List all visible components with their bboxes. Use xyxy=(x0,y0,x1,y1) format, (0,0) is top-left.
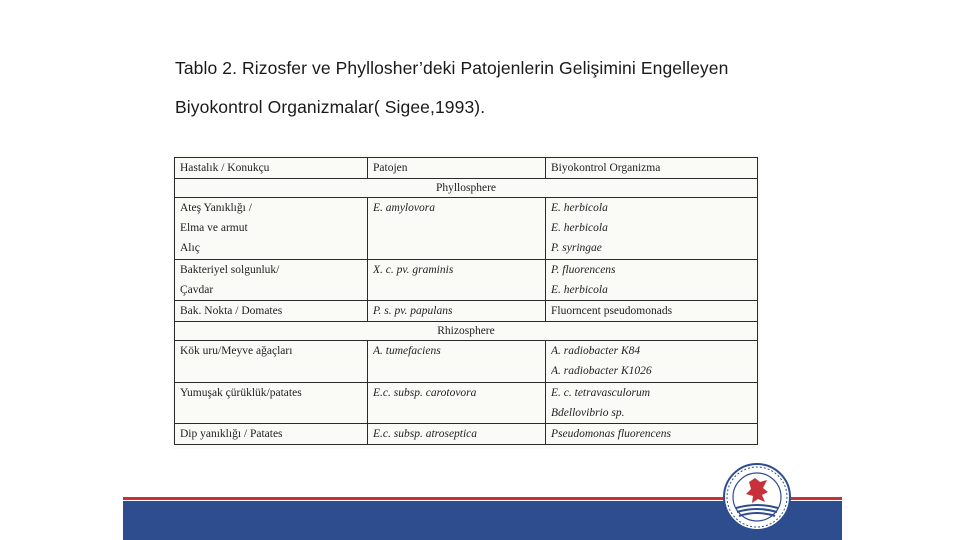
section-title: Rhizosphere xyxy=(437,325,495,338)
table-row xyxy=(175,382,758,423)
biocontrol-cell-line: A. radiobacter K84 xyxy=(551,345,641,358)
table-row xyxy=(175,300,758,321)
table-row xyxy=(175,341,758,382)
host-cell xyxy=(175,423,368,444)
header-pathogen-label: Patojen xyxy=(373,162,408,174)
biocontrol-cell-line: P. syringae xyxy=(551,242,602,255)
biocontrol-cell-line: E. c. tetravasculorum xyxy=(551,386,651,399)
biocontrol-cell xyxy=(546,423,758,444)
host-cell-line: Kök uru/Meyve ağaçları xyxy=(180,345,293,358)
pathogen-cell xyxy=(368,259,546,300)
host-cell-line: Dip yanıklığı / Patates xyxy=(180,427,283,440)
header-host xyxy=(175,158,368,179)
biocontrol-cell-line: E. herbicola xyxy=(551,202,608,214)
header-biocontrol-label: Biyokontrol Organizma xyxy=(551,162,661,174)
section-row xyxy=(175,322,758,341)
pathogen-cell xyxy=(368,198,546,260)
host-cell-line: Yumuşak çürüklük/patates xyxy=(180,386,302,399)
pathogen-cell-line: P. s. pv. papulans xyxy=(373,304,453,317)
header-pathogen xyxy=(368,158,546,179)
biocontrol-cell xyxy=(546,382,758,423)
host-cell xyxy=(175,382,368,423)
host-cell-line: Bakteriyel solgunluk/ xyxy=(180,263,280,276)
biocontrol-cell-line: E. herbicola xyxy=(551,283,608,296)
table-caption-line-2: Biyokontrol Organizmalar( Sigee,1993). xyxy=(175,97,486,117)
pathogen-cell xyxy=(368,423,546,444)
university-seal-icon xyxy=(722,462,792,532)
host-cell-line: Elma ve armut xyxy=(180,222,248,235)
host-cell xyxy=(175,300,368,321)
biocontrol-cell-line: A. radiobacter K1026 xyxy=(551,365,652,378)
host-cell-line: Bak. Nokta / Domates xyxy=(180,304,283,317)
pathogen-cell-line: A. tumefaciens xyxy=(373,345,441,358)
section-title: Phyllosphere xyxy=(435,182,497,194)
biocontrol-cell-line: P. fluorencens xyxy=(551,263,616,276)
biocontrol-cell xyxy=(546,198,758,260)
biocontrol-table xyxy=(174,157,758,445)
biocontrol-cell xyxy=(546,259,758,300)
host-cell xyxy=(175,341,368,382)
biocontrol-cell-line: Pseudomonas fluorencens xyxy=(551,427,671,440)
host-cell-line: Alıç xyxy=(180,242,200,255)
table-header-row xyxy=(175,158,758,179)
biocontrol-cell xyxy=(546,341,758,382)
biocontrol-cell-line: Fluorncent pseudomonads xyxy=(551,304,673,317)
host-cell-line: Ateş Yanıklığı / xyxy=(180,202,252,214)
host-cell-line: Çavdar xyxy=(180,283,214,296)
pathogen-cell xyxy=(368,341,546,382)
section-title-cell xyxy=(175,322,758,341)
pathogen-cell-line: E. amylovora xyxy=(373,202,435,214)
pathogen-cell-line: E.c. subsp. atroseptica xyxy=(373,427,478,440)
header-host-label: Hastalık / Konukçu xyxy=(180,162,270,174)
pathogen-cell-line: X. c. pv. graminis xyxy=(373,263,454,276)
pathogen-cell-line: E.c. subsp. carotovora xyxy=(373,386,477,399)
section-title-cell xyxy=(175,179,758,198)
biocontrol-cell xyxy=(546,300,758,321)
table-row xyxy=(175,423,758,444)
host-cell xyxy=(175,259,368,300)
section-row xyxy=(175,179,758,198)
table-row xyxy=(175,259,758,300)
biocontrol-cell-line: Bdellovibrio sp. xyxy=(551,406,625,419)
table-caption-line-1: Tablo 2. Rizosfer ve Phyllosher’deki Patojenlerin Gelişimini Engelleyen xyxy=(175,58,729,78)
scanned-table-image xyxy=(172,155,760,449)
pathogen-cell xyxy=(368,382,546,423)
biocontrol-cell-line: E. herbicola xyxy=(551,222,608,235)
pathogen-cell xyxy=(368,300,546,321)
header-biocontrol xyxy=(546,158,758,179)
table-row xyxy=(175,198,758,260)
host-cell xyxy=(175,198,368,260)
